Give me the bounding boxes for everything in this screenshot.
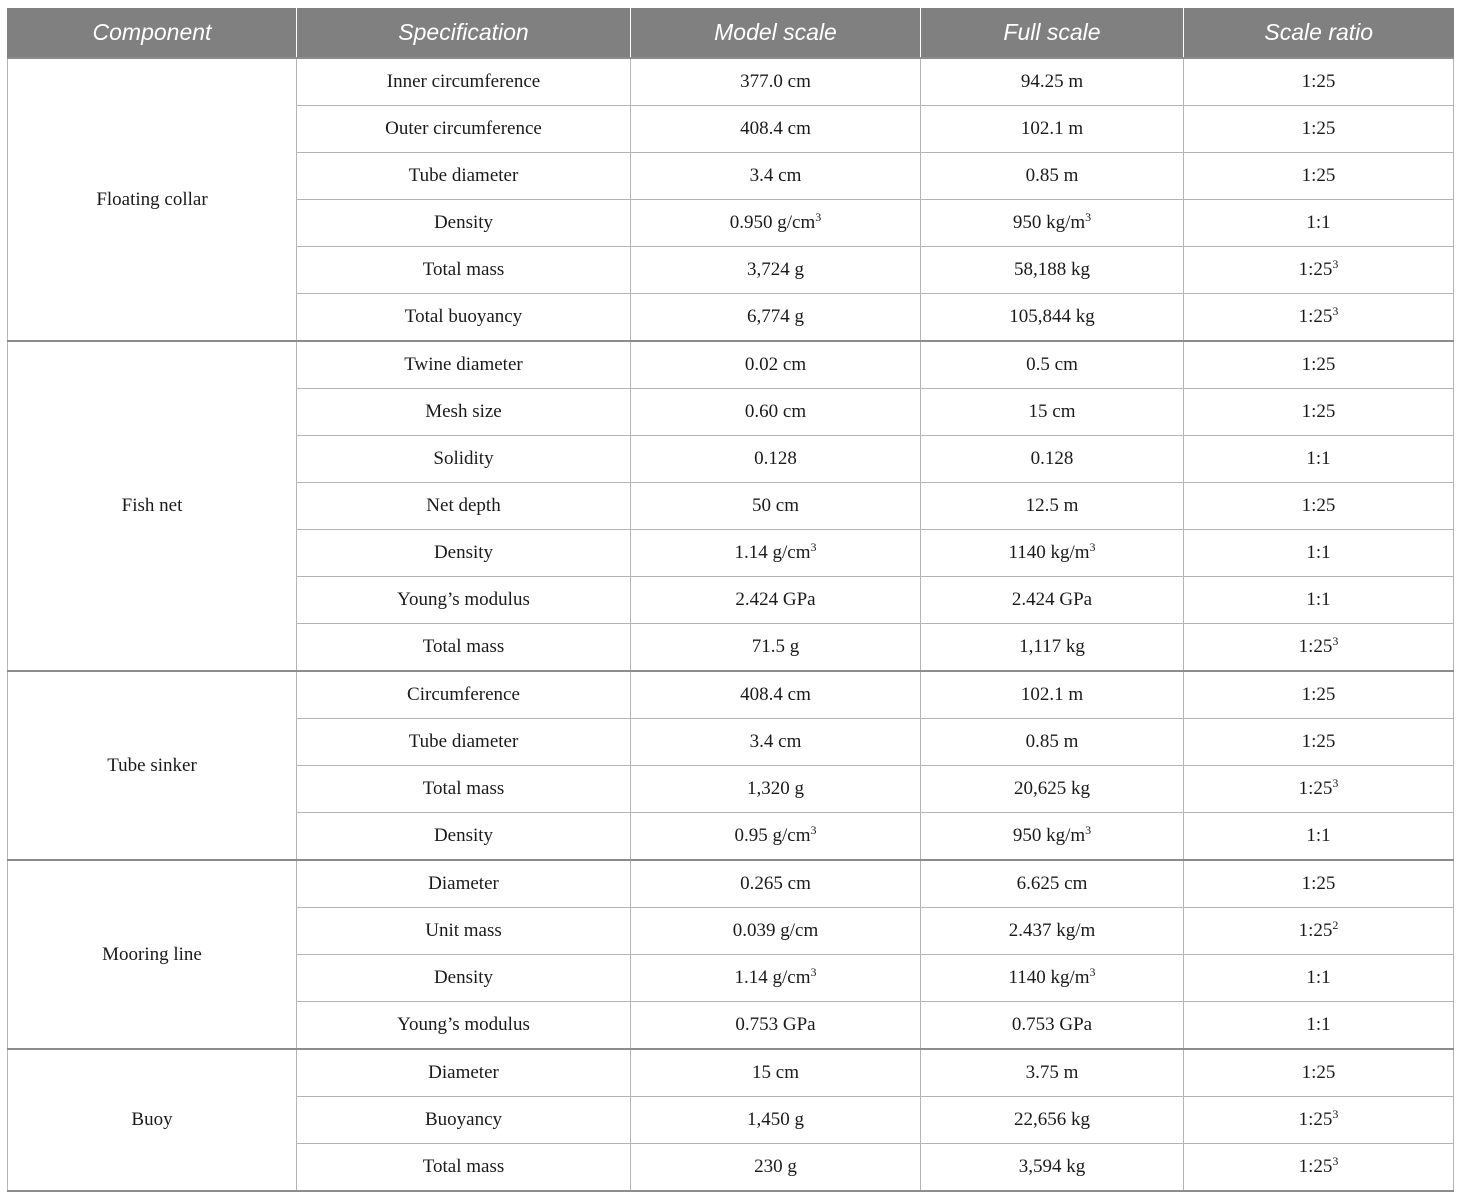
scale-ratio-cell [1184,341,1454,389]
scale-ratio-cell [1184,577,1454,624]
full-scale-cell-value: 12.5 m [1025,495,1079,516]
scale-ratio-cell-value: 1:1 [1306,967,1331,988]
scale-ratio-cell-exponent: 3 [1332,304,1339,318]
full-scale-cell-value: 0.753 GPa [1011,1014,1093,1035]
model-scale-cell [631,483,921,530]
scale-ratio-cell-value: 1:25 [1301,118,1336,139]
model-scale-cell [631,58,921,106]
full-scale-cell-value: 950 kg/m [1012,212,1086,233]
specification-cell: Young’s modulus [297,1002,631,1050]
full-scale-cell [921,247,1184,294]
full-scale-cell-value: 15 cm [1028,401,1076,422]
full-scale-cell-value: 0.5 cm [1026,354,1078,375]
scale-ratio-cell-value: 1:25 [1298,1109,1333,1130]
component-cell: Buoy [8,1049,297,1191]
scale-ratio-cell [1184,483,1454,530]
model-scale-cell [631,860,921,908]
specification-cell: Total mass [297,766,631,813]
scale-ratio-cell [1184,294,1454,342]
scale-ratio-cell-value: 1:25 [1301,731,1336,752]
model-scale-cell-exponent: 3 [810,823,817,837]
scale-ratio-cell [1184,719,1454,766]
model-scale-cell-exponent: 3 [810,540,817,554]
scale-ratio-cell-value: 1:25 [1301,873,1336,894]
component-cell: Floating collar [8,58,297,341]
model-scale-cell-value: 0.753 GPa [735,1014,816,1035]
model-scale-cell-value: 6,774 g [747,306,804,327]
full-scale-cell-value: 58,188 kg [1014,259,1090,280]
full-scale-cell-value: 1,117 kg [1019,636,1085,657]
model-scale-cell [631,436,921,483]
full-scale-cell [921,908,1184,955]
full-scale-cell [921,58,1184,106]
model-scale-cell-value: 1.14 g/cm [734,967,811,988]
model-scale-cell [631,955,921,1002]
specification-cell: Mesh size [297,389,631,436]
model-scale-cell [631,1144,921,1192]
scale-ratio-cell [1184,200,1454,247]
full-scale-cell [921,577,1184,624]
scale-ratio-cell-value: 1:1 [1306,212,1331,233]
scale-ratio-cell-value: 1:1 [1306,825,1331,846]
model-scale-cell [631,200,921,247]
model-scale-cell [631,624,921,672]
model-scale-cell-value: 3,724 g [747,259,804,280]
specification-cell: Density [297,200,631,247]
scale-ratio-cell-exponent: 2 [1332,918,1339,932]
model-scale-cell-value: 15 cm [752,1062,799,1083]
scale-ratio-cell [1184,955,1454,1002]
scale-ratio-cell-value: 1:25 [1298,920,1333,941]
model-scale-cell-value: 1.14 g/cm [734,542,811,563]
specification-cell: Unit mass [297,908,631,955]
scale-ratio-cell-exponent: 3 [1332,257,1339,271]
scale-ratio-cell-exponent: 3 [1332,1154,1339,1168]
table-row [8,860,1454,908]
scale-ratio-cell [1184,530,1454,577]
model-scale-cell [631,908,921,955]
full-scale-cell [921,1097,1184,1144]
specification-cell: Total mass [297,624,631,672]
model-scale-cell [631,813,921,861]
scale-ratio-cell [1184,247,1454,294]
full-scale-cell-exponent: 3 [1089,965,1096,979]
full-scale-cell-value: 0.85 m [1025,165,1079,186]
model-scale-cell [631,530,921,577]
specification-cell: Density [297,530,631,577]
full-scale-cell [921,200,1184,247]
model-scale-cell [631,389,921,436]
scale-ratio-cell [1184,389,1454,436]
model-scale-cell-value: 0.039 g/cm [732,920,819,941]
scale-ratio-cell [1184,58,1454,106]
table-row [8,671,1454,719]
header-full-scale: Full scale [921,8,1184,58]
component-cell: Fish net [8,341,297,671]
scale-ratio-cell-exponent: 3 [1332,1107,1339,1121]
model-scale-cell-value: 1,320 g [747,778,804,799]
specification-cell: Circumference [297,671,631,719]
full-scale-cell [921,341,1184,389]
full-scale-cell-value: 3.75 m [1025,1062,1079,1083]
scale-ratio-cell-value: 1:1 [1306,448,1331,469]
full-scale-cell-value: 6.625 cm [1016,873,1088,894]
table-row [8,58,1454,106]
full-scale-cell [921,483,1184,530]
full-scale-cell [921,671,1184,719]
model-scale-cell-value: 408.4 cm [740,118,811,139]
model-scale-cell [631,1097,921,1144]
model-scale-cell-value: 0.128 [754,448,797,469]
specification-cell: Diameter [297,860,631,908]
specification-cell: Outer circumference [297,106,631,153]
table-header [8,8,1454,58]
full-scale-cell [921,106,1184,153]
full-scale-cell [921,153,1184,200]
full-scale-cell-value: 22,656 kg [1014,1109,1090,1130]
model-scale-cell [631,294,921,342]
full-scale-cell [921,955,1184,1002]
scale-ratio-cell-value: 1:25 [1301,1062,1336,1083]
scale-ratio-cell [1184,1097,1454,1144]
model-scale-cell-value: 2.424 GPa [735,589,816,610]
specification-cell: Density [297,955,631,1002]
model-scale-cell [631,577,921,624]
model-scale-cell-exponent: 3 [815,210,822,224]
model-scale-cell-value: 408.4 cm [740,684,811,705]
scale-ratio-cell [1184,671,1454,719]
specification-cell: Density [297,813,631,861]
model-scale-cell-value: 50 cm [752,495,799,516]
scale-ratio-cell-exponent: 3 [1332,776,1339,790]
scale-ratio-cell [1184,624,1454,672]
full-scale-cell-exponent: 3 [1085,210,1092,224]
specification-cell: Solidity [297,436,631,483]
full-scale-cell [921,1002,1184,1050]
specification-cell: Total mass [297,1144,631,1192]
full-scale-cell-value: 102.1 m [1020,684,1084,705]
specification-cell: Net depth [297,483,631,530]
scale-ratio-cell-value: 1:25 [1301,165,1336,186]
specification-cell: Total mass [297,247,631,294]
scale-ratio-cell [1184,766,1454,813]
table-row [8,1049,1454,1097]
model-scale-cell [631,341,921,389]
specification-cell: Tube diameter [297,719,631,766]
header-scale-ratio: Scale ratio [1184,8,1454,58]
specification-cell: Tube diameter [297,153,631,200]
specification-cell: Buoyancy [297,1097,631,1144]
scale-ratio-cell-value: 1:25 [1298,306,1333,327]
full-scale-cell [921,860,1184,908]
model-scale-cell-value: 3.4 cm [749,165,802,186]
specification-cell: Total buoyancy [297,294,631,342]
model-scale-cell [631,106,921,153]
full-scale-cell-value: 105,844 kg [1009,306,1095,327]
specification-cell: Twine diameter [297,341,631,389]
header-model-scale: Model scale [631,8,921,58]
full-scale-cell [921,1049,1184,1097]
full-scale-cell-value: 3,594 kg [1018,1156,1086,1177]
full-scale-cell [921,436,1184,483]
scale-ratio-cell [1184,436,1454,483]
model-scale-cell-value: 0.02 cm [744,354,807,375]
full-scale-cell [921,1144,1184,1192]
scale-ratio-cell-value: 1:25 [1301,71,1336,92]
model-scale-cell-value: 1,450 g [747,1109,804,1130]
model-scale-cell-value: 377.0 cm [740,71,811,92]
scale-ratio-cell-value: 1:25 [1298,636,1333,657]
scale-ratio-cell [1184,860,1454,908]
specification-table [7,8,1454,1192]
model-scale-cell-value: 0.265 cm [740,873,811,894]
full-scale-cell-value: 1140 kg/m [1008,542,1090,563]
component-cell: Mooring line [8,860,297,1049]
model-scale-cell-value: 3.4 cm [749,731,802,752]
scale-ratio-cell [1184,1002,1454,1050]
full-scale-cell [921,624,1184,672]
scale-ratio-cell-value: 1:1 [1306,1014,1331,1035]
model-scale-cell [631,1002,921,1050]
header-specification: Specification [297,8,631,58]
header-component: Component [8,8,297,58]
full-scale-cell [921,294,1184,342]
table-row [8,341,1454,389]
full-scale-cell-value: 2.437 kg/m [1008,920,1096,941]
model-scale-cell [631,1049,921,1097]
scale-ratio-cell-value: 1:25 [1298,259,1333,280]
full-scale-cell-value: 950 kg/m [1012,825,1086,846]
scale-ratio-cell [1184,1144,1454,1192]
scale-ratio-cell-value: 1:1 [1306,589,1331,610]
scale-ratio-cell-exponent: 3 [1332,634,1339,648]
scale-ratio-cell-value: 1:25 [1301,354,1336,375]
model-scale-cell [631,153,921,200]
model-scale-cell-value: 0.95 g/cm [734,825,811,846]
model-scale-cell-exponent: 3 [810,965,817,979]
full-scale-cell [921,766,1184,813]
full-scale-cell [921,389,1184,436]
full-scale-cell-value: 0.85 m [1025,731,1079,752]
scale-ratio-cell [1184,153,1454,200]
table-body [8,58,1454,1191]
scale-ratio-cell [1184,908,1454,955]
model-scale-cell [631,671,921,719]
scale-ratio-cell-value: 1:25 [1301,401,1336,422]
model-scale-cell [631,247,921,294]
full-scale-cell-exponent: 3 [1089,540,1096,554]
specification-cell: Inner circumference [297,58,631,106]
scale-ratio-cell [1184,813,1454,861]
full-scale-cell-value: 20,625 kg [1014,778,1090,799]
full-scale-cell-value: 0.128 [1030,448,1074,469]
full-scale-cell [921,813,1184,861]
full-scale-cell-value: 94.25 m [1020,71,1084,92]
model-scale-cell-value: 0.60 cm [744,401,807,422]
full-scale-cell-exponent: 3 [1085,823,1092,837]
model-scale-cell-value: 71.5 g [751,636,800,657]
scale-ratio-cell-value: 1:25 [1301,495,1336,516]
scale-ratio-cell [1184,1049,1454,1097]
specification-cell: Diameter [297,1049,631,1097]
scale-ratio-cell [1184,106,1454,153]
model-scale-cell-value: 230 g [754,1156,797,1177]
scale-ratio-cell-value: 1:1 [1306,542,1331,563]
full-scale-cell-value: 1140 kg/m [1008,967,1090,988]
specification-cell: Young’s modulus [297,577,631,624]
model-scale-cell [631,766,921,813]
full-scale-cell [921,530,1184,577]
scale-ratio-cell-value: 1:25 [1301,684,1336,705]
model-scale-cell-value: 0.950 g/cm [729,212,816,233]
component-cell: Tube sinker [8,671,297,860]
model-scale-cell [631,719,921,766]
header-row [8,8,1454,58]
full-scale-cell-value: 2.424 GPa [1011,589,1093,610]
full-scale-cell [921,719,1184,766]
scale-ratio-cell-value: 1:25 [1298,778,1333,799]
full-scale-cell-value: 102.1 m [1020,118,1084,139]
scale-ratio-cell-value: 1:25 [1298,1156,1333,1177]
